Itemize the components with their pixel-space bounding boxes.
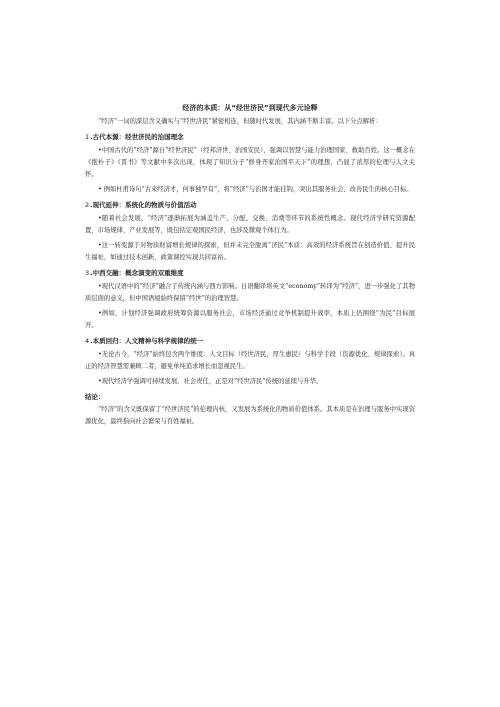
section-3-title: .中西交融：概念演变的双重维度 — [90, 269, 184, 277]
section-1-title: .古代本源：经世济民的治国理念 — [90, 133, 184, 141]
conclusion-paragraph: “经济”的含义既保留了“经世济民”的伦理内核，又发展为系统化的物质价值体系。其本质是在治理与服务中实现资源优化，最终指向社会繁荣与百姓福祉。 — [85, 406, 415, 425]
section-3-number: 3 — [85, 269, 90, 277]
section-1-heading — [85, 131, 415, 143]
section-1-number: 1 — [85, 133, 90, 141]
intro-paragraph: “经济”一词的深层含义确实与“经世济民”紧密相连，但随时代发展，其内涵不断丰富。以下分点解析： — [98, 118, 382, 125]
section-3-heading — [85, 267, 415, 279]
section-3-paragraph-1: •现代汉语中的“经济”融合了传统内涵与西方影响。日语翻译将英文“economy”转译为“经济”，进一步强化了其物质层面的意义，但中国语境始终保留“经世”的治理智慧。 — [85, 283, 415, 302]
section-3-paragraph-2: •例如，计划经济强调政府统筹资源以服务社会，市场经济通过竞争机制提升效率，本质上仍围绕“为民”目标展开。 — [85, 310, 415, 329]
section-2-number: 2 — [85, 201, 90, 209]
section-4-number: 4 — [85, 337, 90, 345]
section-4-paragraph-1: •无论古今，“经济”始终包含两个维度：人文目标（经世济民，厚生惠民）与科学手段（资源优化、规律探索）。真正的经济智慧需兼顾二者，避免单纯追求增长而忽视民生。 — [85, 351, 415, 370]
section-2-paragraph-2: •这一转变源于对物质财富增长规律的探索，但并未完全脱离“济民”本质：高效的经济系统旨在创造价值、提升民生福祉，如通过技术创新、政策调控实现共同富裕。 — [85, 242, 415, 261]
section-1-paragraph-2: • 例如杜甫诗句“古来经济才，何事独罕有”，将“经济”与治国才能挂钩，突出其服务社会、改善民生的核心目标。 — [98, 186, 413, 193]
section-2-heading — [85, 199, 415, 211]
section-2-title: .现代延伸：系统化的物质与价值活动 — [90, 201, 197, 209]
page-title: 经济的本质：从“经世济民”到现代多元诠释 — [182, 104, 318, 112]
conclusion-title: 结论： — [85, 393, 105, 401]
section-2-paragraph-1: •随着社会发展，“经济”逐渐拓展为涵盖生产、分配、交换、消费等环节的系统性概念。现代经济学研究资源配置、市场规律、产业发展等，既包括宏观国民经济，也涉及微观个体行为。 — [85, 215, 415, 234]
section-4-title: .本质回归：人文精神与科学规律的统一 — [90, 337, 204, 345]
section-1-paragraph-1: •中国古代的“经济”源自“经世济民”（经邦济世、治国安民），强调以智慧与能力治理国家、救助百姓。这一概念在《抱朴子》《晋书》等文献中多次出现，体现了知识分子“修身齐家治国平天下”的理想，凸显了浓厚的伦理与人文关怀。 — [85, 147, 415, 178]
document-page — [85, 103, 415, 428]
section-4-heading — [85, 335, 415, 347]
section-4-paragraph-2: •现代经济学强调可持续发展、社会责任，正是对“经世济民”传统的延续与升华。 — [98, 378, 323, 385]
